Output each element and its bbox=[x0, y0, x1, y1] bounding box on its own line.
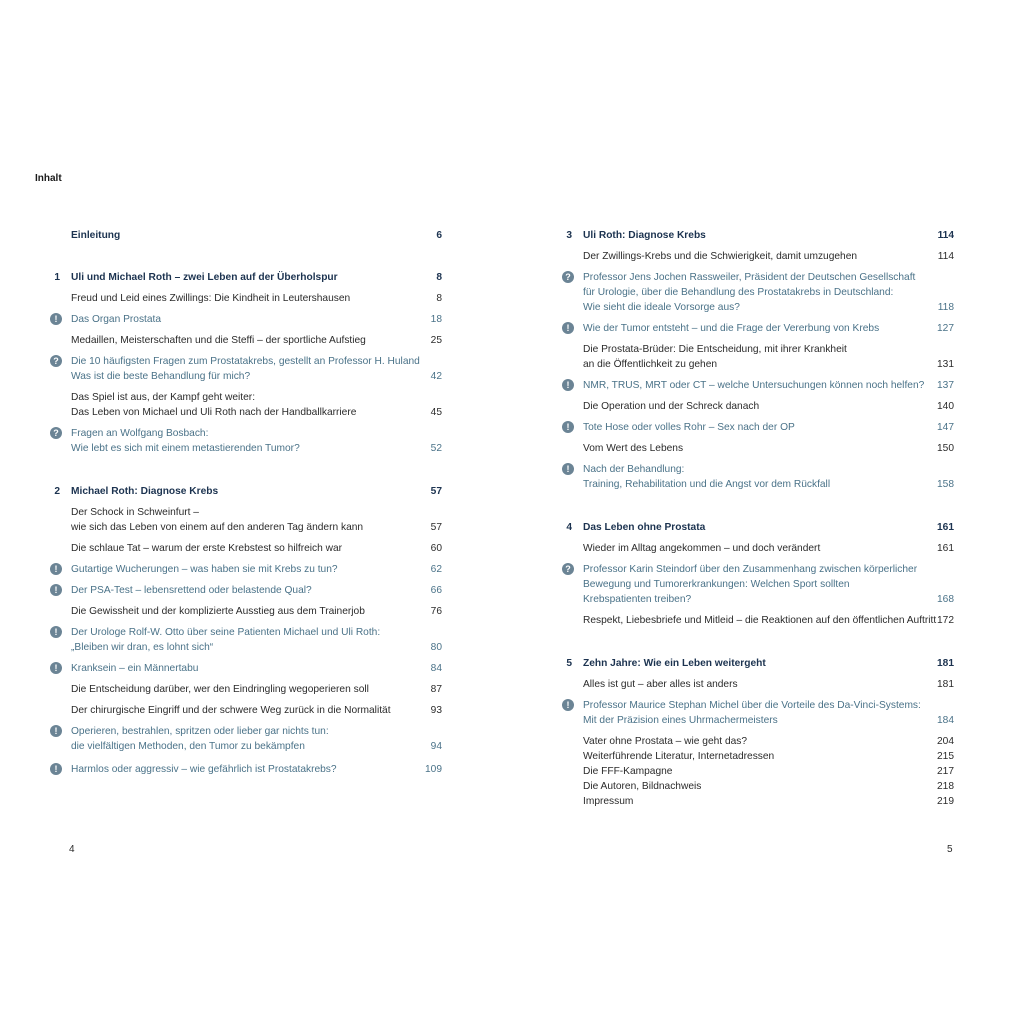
entry-title-line: Das Leben ohne Prostata bbox=[583, 522, 706, 533]
exclamation-mark-icon: ! bbox=[562, 421, 574, 433]
entry-page-number: 218 bbox=[937, 781, 954, 792]
chapter-number: 2 bbox=[54, 486, 60, 497]
entry-title-line: Was ist die beste Behandlung für mich? bbox=[71, 371, 251, 382]
entry-title-line: Training, Rehabilitation und die Angst vor dem Rückfall bbox=[583, 479, 831, 490]
entry-title-line: Vom Wert des Lebens bbox=[583, 443, 684, 454]
exclamation-mark-icon: ! bbox=[562, 322, 574, 334]
toc-entry bbox=[560, 270, 954, 315]
chapter-number: 5 bbox=[566, 658, 572, 669]
toc-entry bbox=[48, 625, 442, 655]
entry-page-number: 219 bbox=[937, 796, 954, 807]
entry-title-line: Der chirurgische Eingriff und der schwere Weg zurück in die Normalität bbox=[71, 705, 391, 716]
entry-title-line: „Bleiben wir dran, es lohnt sich“ bbox=[71, 642, 214, 653]
toc-entry bbox=[560, 321, 954, 336]
entry-title-line: Mit der Präzision eines Uhrmachermeisters bbox=[583, 715, 778, 726]
entry-title-line: Harmlos oder aggressiv – wie gefährlich ist Prostatakrebs? bbox=[71, 764, 337, 775]
entry-page-number: 161 bbox=[937, 522, 954, 533]
toc-entry bbox=[560, 399, 954, 414]
chapter-number: 3 bbox=[566, 230, 572, 241]
entry-title-line: an die Öffentlichkeit zu gehen bbox=[583, 359, 718, 370]
chapter-entry bbox=[48, 228, 442, 243]
entry-title-line: Fragen an Wolfgang Bosbach: bbox=[71, 428, 209, 439]
entry-page-number: 62 bbox=[430, 564, 442, 575]
entry-title-line: Der Zwillings-Krebs und die Schwierigkeit, damit umzugehen bbox=[583, 251, 858, 262]
entry-title-line: Die 10 häufigsten Fragen zum Prostatakrebs, gestellt an Professor H. Huland bbox=[71, 356, 420, 367]
toc-entry bbox=[48, 604, 442, 619]
entry-page-number: 66 bbox=[430, 585, 442, 596]
entry-page-number: 57 bbox=[430, 486, 442, 497]
toc-entry bbox=[48, 682, 442, 697]
question-mark-icon: ? bbox=[50, 355, 62, 367]
question-mark-icon: ? bbox=[50, 427, 62, 439]
entry-page-number: 8 bbox=[436, 293, 442, 304]
toc-entry bbox=[48, 505, 442, 535]
question-mark-icon: ? bbox=[562, 271, 574, 283]
chapter-entry bbox=[560, 228, 954, 243]
entry-title-line: wie sich das Leben von einem auf den anderen Tag ändern kann bbox=[71, 522, 364, 533]
toc-entry bbox=[560, 378, 954, 393]
entry-title-line: für Urologie, über die Behandlung des Prostatakrebs in Deutschland: bbox=[583, 287, 894, 298]
entry-title-line: Wieder im Alltag angekommen – und doch verändert bbox=[583, 543, 821, 554]
toc-entry bbox=[560, 462, 954, 492]
entry-page-number: 147 bbox=[937, 422, 954, 433]
exclamation-mark-icon: ! bbox=[50, 725, 62, 737]
toc-entry bbox=[48, 312, 442, 327]
entry-page-number: 127 bbox=[937, 323, 954, 334]
chapter-number: 1 bbox=[54, 272, 60, 283]
toc-entry bbox=[48, 291, 442, 306]
entry-page-number: 80 bbox=[430, 642, 442, 653]
toc-entry bbox=[48, 703, 442, 718]
entry-title-line: NMR, TRUS, MRT oder CT – welche Untersuchungen können noch helfen? bbox=[583, 380, 925, 391]
exclamation-mark-icon: ! bbox=[50, 662, 62, 674]
entry-title-line: Uli Roth: Diagnose Krebs bbox=[583, 230, 706, 241]
entry-title-line: Nach der Behandlung: bbox=[583, 464, 685, 475]
entry-title-line: Krebspatienten treiben? bbox=[583, 594, 692, 605]
question-mark-icon: ? bbox=[562, 563, 574, 575]
exclamation-mark-icon: ! bbox=[50, 563, 62, 575]
entry-page-number: 94 bbox=[430, 741, 442, 752]
entry-title-line: Freud und Leid eines Zwillings: Die Kindheit in Leutershausen bbox=[71, 293, 351, 304]
entry-page-number: 18 bbox=[430, 314, 442, 325]
chapter-entry bbox=[560, 656, 954, 671]
toc-entry bbox=[560, 734, 954, 749]
toc-entry bbox=[48, 390, 442, 420]
entry-page-number: 161 bbox=[937, 543, 954, 554]
exclamation-mark-icon: ! bbox=[562, 463, 574, 475]
entry-page-number: 217 bbox=[937, 766, 954, 777]
entry-title-line: Alles ist gut – aber alles ist anders bbox=[583, 679, 738, 690]
entry-title-line: Die FFF-Kampagne bbox=[583, 766, 673, 777]
toc-entry bbox=[560, 677, 954, 692]
entry-page-number: 158 bbox=[937, 479, 954, 490]
toc-entry bbox=[560, 342, 954, 372]
entry-page-number: 181 bbox=[937, 679, 954, 690]
entry-title-line: Das Organ Prostata bbox=[71, 314, 162, 325]
entry-page-number: 109 bbox=[425, 764, 442, 775]
chapter-entry bbox=[48, 484, 442, 499]
toc-entry bbox=[560, 562, 954, 607]
entry-page-number: 184 bbox=[937, 715, 954, 726]
entry-title-line: Einleitung bbox=[71, 230, 121, 241]
toc-entry bbox=[560, 613, 954, 628]
toc-entry bbox=[560, 794, 954, 809]
toc-entry bbox=[48, 661, 442, 676]
toc-entry bbox=[48, 426, 442, 456]
exclamation-mark-icon: ! bbox=[50, 584, 62, 596]
entry-title-line: Respekt, Liebesbriefe und Mitleid – die Reaktionen auf den öffentlichen Auftritt bbox=[583, 615, 937, 626]
entry-page-number: 45 bbox=[430, 407, 442, 418]
entry-page-number: 114 bbox=[937, 230, 954, 241]
entry-page-number: 6 bbox=[436, 230, 442, 241]
entry-title-line: Die Operation und der Schreck danach bbox=[583, 401, 760, 412]
toc-entry bbox=[560, 249, 954, 264]
entry-page-number: 150 bbox=[937, 443, 954, 454]
entry-title-line: Der PSA-Test – lebensrettend oder belastende Qual? bbox=[71, 585, 312, 596]
entry-page-number: 87 bbox=[430, 684, 442, 695]
entry-title-line: Das Leben von Michael und Uli Roth nach der Handballkarriere bbox=[71, 407, 357, 418]
toc-entry bbox=[560, 420, 954, 435]
toc-entry bbox=[48, 724, 442, 754]
entry-title-line: Uli und Michael Roth – zwei Leben auf der Überholspur bbox=[71, 272, 338, 283]
entry-page-number: 57 bbox=[430, 522, 442, 533]
entry-title-line: Gutartige Wucherungen – was haben sie mit Krebs zu tun? bbox=[71, 564, 338, 575]
entry-title-line: Wie der Tumor entsteht – und die Frage der Vererbung von Krebs bbox=[583, 323, 880, 334]
entry-page-number: 25 bbox=[430, 335, 442, 346]
entry-title-line: die vielfältigen Methoden, den Tumor zu bekämpfen bbox=[71, 741, 305, 752]
entry-title-line: Professor Maurice Stephan Michel über die Vorteile des Da-Vinci-Systems: bbox=[583, 700, 921, 711]
entry-title-line: Tote Hose oder volles Rohr – Sex nach der OP bbox=[583, 422, 795, 433]
entry-page-number: 168 bbox=[937, 594, 954, 605]
chapter-number: 4 bbox=[566, 522, 572, 533]
page-number-left: 4 bbox=[69, 844, 75, 855]
toc-entry bbox=[560, 779, 954, 794]
toc-entry bbox=[560, 698, 954, 728]
entry-page-number: 137 bbox=[937, 380, 954, 391]
entry-page-number: 52 bbox=[430, 443, 442, 454]
entry-title-line: Zehn Jahre: Wie ein Leben weitergeht bbox=[583, 658, 766, 669]
exclamation-mark-icon: ! bbox=[562, 379, 574, 391]
entry-page-number: 131 bbox=[937, 359, 954, 370]
entry-title-line: Operieren, bestrahlen, spritzen oder lieber gar nichts tun: bbox=[71, 726, 329, 737]
toc-entry bbox=[48, 583, 442, 598]
toc-entry bbox=[560, 764, 954, 779]
entry-title-line: Die Prostata-Brüder: Die Entscheidung, mit ihrer Krankheit bbox=[583, 344, 847, 355]
exclamation-mark-icon: ! bbox=[50, 313, 62, 325]
entry-title-line: Professor Jens Jochen Rassweiler, Präsident der Deutschen Gesellschaft bbox=[583, 272, 916, 283]
page-number-right: 5 bbox=[947, 844, 953, 855]
entry-title-line: Die Autoren, Bildnachweis bbox=[583, 781, 702, 792]
entry-title-line: Der Schock in Schweinfurt – bbox=[71, 507, 199, 518]
exclamation-mark-icon: ! bbox=[50, 626, 62, 638]
entry-page-number: 84 bbox=[430, 663, 442, 674]
entry-title-line: Michael Roth: Diagnose Krebs bbox=[71, 486, 219, 497]
toc-entry bbox=[48, 333, 442, 348]
entry-page-number: 118 bbox=[937, 302, 954, 313]
exclamation-mark-icon: ! bbox=[562, 699, 574, 711]
chapter-entry bbox=[48, 270, 442, 285]
entry-page-number: 215 bbox=[937, 751, 954, 762]
chapter-entry bbox=[560, 520, 954, 535]
entry-title-line: Wie sieht die ideale Vorsorge aus? bbox=[583, 302, 740, 313]
entry-title-line: Bewegung und Tumorerkrankungen: Welchen Sport sollten bbox=[583, 579, 850, 590]
entry-page-number: 76 bbox=[430, 606, 442, 617]
entry-page-number: 60 bbox=[430, 543, 442, 554]
toc-entry bbox=[48, 354, 442, 384]
entry-title-line: Professor Karin Steindorf über den Zusammenhang zwischen körperlicher bbox=[583, 564, 918, 575]
entry-page-number: 42 bbox=[430, 371, 442, 382]
toc-entry bbox=[48, 562, 442, 577]
entry-title-line: Impressum bbox=[583, 796, 634, 807]
entry-title-line: Medaillen, Meisterschaften und die Steffi – der sportliche Aufstieg bbox=[71, 335, 366, 346]
entry-page-number: 8 bbox=[436, 272, 442, 283]
section-label: Inhalt bbox=[35, 173, 62, 184]
exclamation-mark-icon: ! bbox=[50, 763, 62, 775]
entry-title-line: Die schlaue Tat – warum der erste Krebstest so hilfreich war bbox=[71, 543, 343, 554]
entry-title-line: Weiterführende Literatur, Internetadressen bbox=[583, 751, 775, 762]
entry-page-number: 181 bbox=[937, 658, 954, 669]
toc-entry bbox=[560, 749, 954, 764]
toc-entry bbox=[560, 541, 954, 556]
entry-title-line: Die Gewissheit und der komplizierte Ausstieg aus dem Trainerjob bbox=[71, 606, 365, 617]
entry-page-number: 140 bbox=[937, 401, 954, 412]
toc-entry bbox=[48, 541, 442, 556]
entry-title-line: Die Entscheidung darüber, wer den Eindringling wegoperieren soll bbox=[71, 684, 369, 695]
entry-page-number: 172 bbox=[937, 615, 954, 626]
entry-page-number: 204 bbox=[937, 736, 954, 747]
entry-title-line: Der Urologe Rolf-W. Otto über seine Patienten Michael und Uli Roth: bbox=[71, 627, 381, 638]
entry-page-number: 93 bbox=[430, 705, 442, 716]
toc-entry bbox=[560, 441, 954, 456]
entry-title-line: Kranksein – ein Männertabu bbox=[71, 663, 199, 674]
entry-page-number: 114 bbox=[937, 251, 954, 262]
toc-entry bbox=[48, 762, 442, 777]
entry-title-line: Vater ohne Prostata – wie geht das? bbox=[583, 736, 748, 747]
entry-title-line: Das Spiel ist aus, der Kampf geht weiter: bbox=[71, 392, 256, 403]
entry-title-line: Wie lebt es sich mit einem metastierenden Tumor? bbox=[71, 443, 300, 454]
